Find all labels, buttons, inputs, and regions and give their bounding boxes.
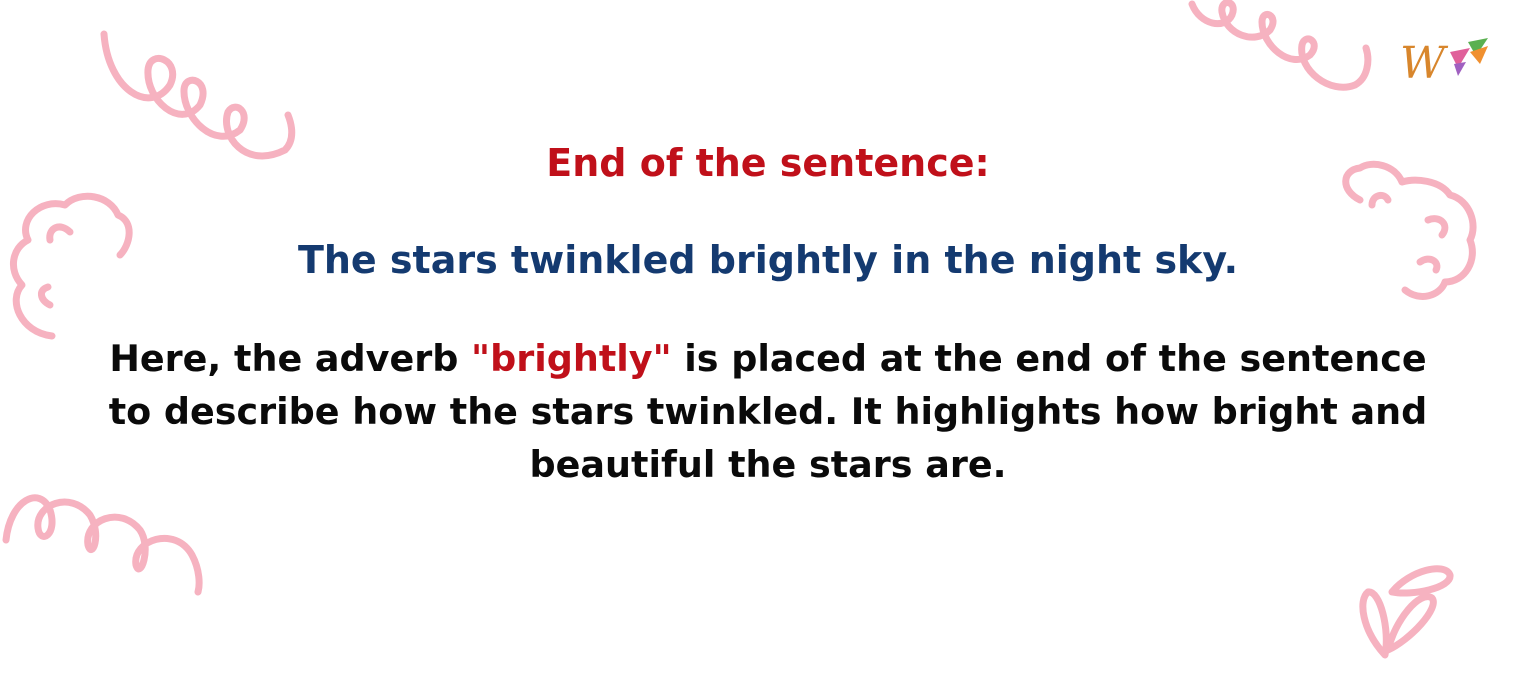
highlighted-adverb: "brightly" bbox=[471, 337, 672, 380]
explanation-before: Here, the adverb bbox=[109, 337, 472, 380]
logo-letter: W bbox=[1400, 38, 1446, 86]
explanation-after: is placed at the end of the sentence to describe how the stars twinkled. It highlights how bright and beautiful the stars are. bbox=[108, 337, 1428, 486]
example-sentence: The stars twinkled brightly in the night sky. bbox=[297, 238, 1239, 282]
explanation-paragraph bbox=[100, 332, 1436, 491]
section-heading: End of the sentence: bbox=[546, 141, 990, 185]
